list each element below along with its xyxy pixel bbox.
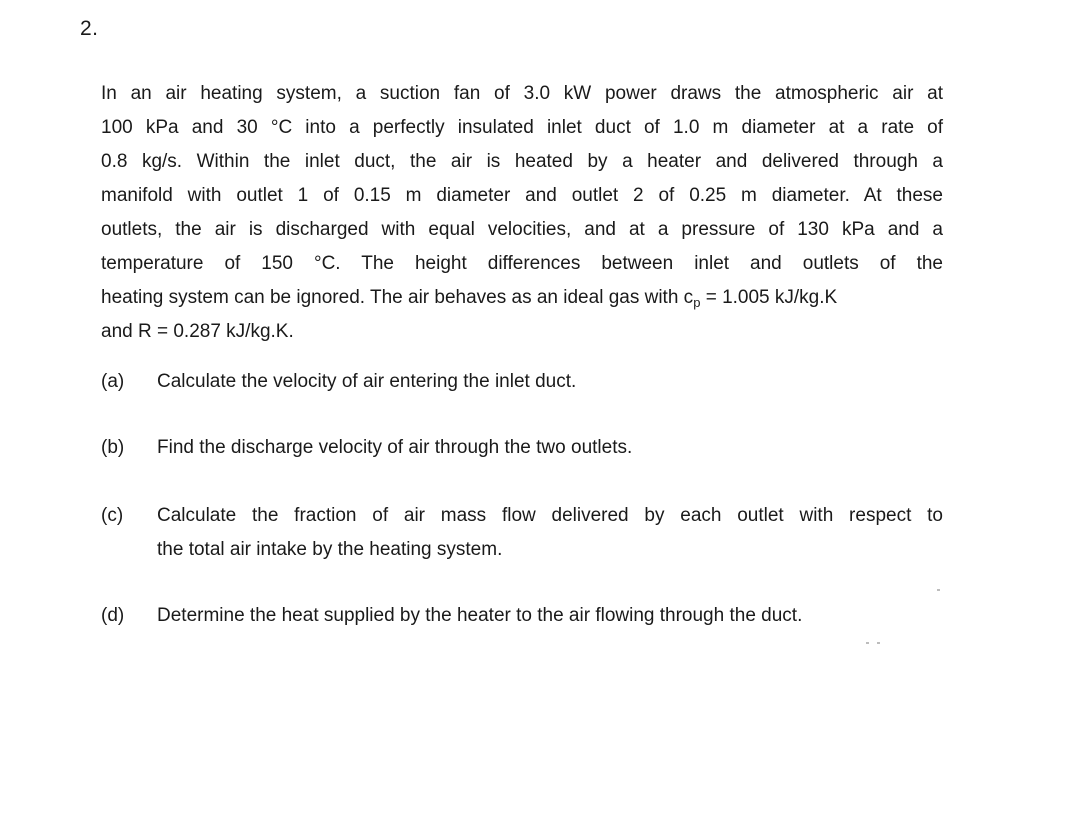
part-d-text: Determine the heat supplied by the heater to the air flowing through the duct. (157, 605, 803, 626)
scan-speck (866, 642, 869, 644)
body-line-with-subscript (101, 281, 943, 315)
body-line: 100 kPa and 30 °C into a perfectly insulated inlet duct of 1.0 m diameter at a rate of (101, 117, 943, 138)
part-c-text-line1: Calculate the fraction of air mass flow delivered by each outlet with respect to (157, 505, 943, 526)
question-body (101, 77, 943, 349)
line7-value: = 1.005 kJ/kg.K (700, 287, 838, 308)
body-line: temperature of 150 °C. The height differences between inlet and outlets of the (101, 253, 943, 274)
body-line: manifold with outlet 1 of 0.15 m diameter and outlet 2 of 0.25 m diameter. At these (101, 185, 943, 206)
question-number: 2. (80, 17, 99, 40)
subscript-p: p (693, 295, 701, 310)
part-b-label: (b) (101, 437, 125, 458)
part-c-label: (c) (101, 505, 124, 526)
body-line: and R = 0.287 kJ/kg.K. (101, 321, 294, 342)
part-a-text: Calculate the velocity of air entering the inlet duct. (157, 371, 577, 392)
scan-speck (877, 642, 880, 644)
scan-speck (937, 589, 940, 591)
body-line: In an air heating system, a suction fan of 3.0 kW power draws the atmospheric air at (101, 83, 943, 104)
body-line: outlets, the air is discharged with equal velocities, and at a pressure of 130 kPa and a (101, 219, 943, 240)
body-line: 0.8 kg/s. Within the inlet duct, the air is heated by a heater and delivered through a (101, 151, 943, 172)
part-c-text-line2: the total air intake by the heating system. (157, 539, 503, 560)
part-b-text: Find the discharge velocity of air through the two outlets. (157, 437, 633, 458)
part-d-label: (d) (101, 605, 125, 626)
part-a-label: (a) (101, 371, 125, 392)
line7-text: heating system can be ignored. The air behaves as an ideal gas with c (101, 287, 694, 308)
